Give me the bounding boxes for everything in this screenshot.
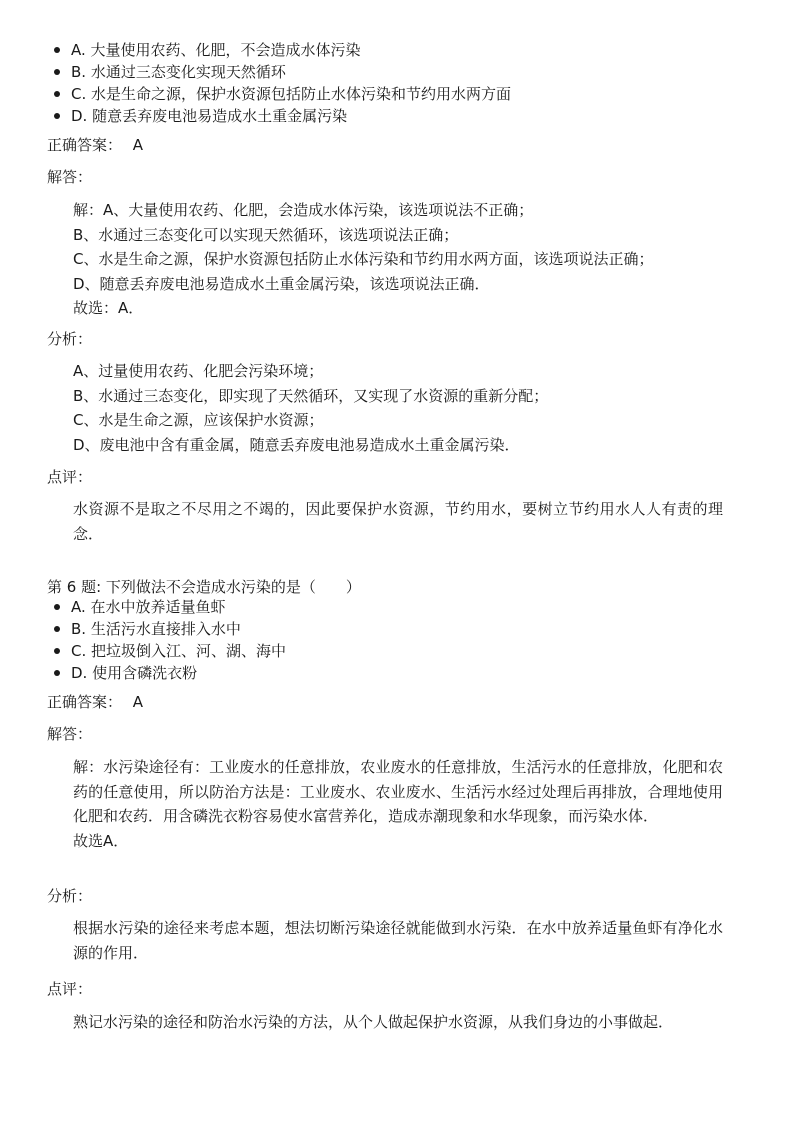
q5-option-b: B. 水通过三态变化实现天然循环 [71,61,771,83]
q5-solution-line: C、水是生命之源，保护水资源包括防止水体污染和节约用水两方面，该选项说法正确； [73,250,654,268]
q6-option-a: A. 在水中放养适量鱼虾 [71,596,771,618]
q5-solution-line: 故选：A． [73,299,144,317]
q5-analysis-line: C、水是生命之源，应该保护水资源； [73,411,324,429]
q5-comment-text: 水资源不是取之不尽用之不竭的，因此要保护水资源，节约用水，要树立节约用水人人有责的理念． [73,500,723,543]
q5-analysis-line: D、废电池中含有重金属，随意丢弃废电池易造成水土重金属污染． [73,435,520,454]
q6-solution-label: 解答： [47,725,93,743]
q5-analysis-line: A、过量使用农药、化肥会污染环境； [73,362,324,380]
q5-options-list [47,39,771,127]
q6-analysis-text: 根据水污染的途径来考虑本题，想法切断污染途径就能做到水污染．在水中放养适量鱼虾有净化水源的作用． [73,919,723,962]
q6-comment-label: 点评： [47,980,93,998]
q5-option-a: A. 大量使用农药、化肥，不会造成水体污染 [71,39,771,61]
q5-analysis-label: 分析： [47,330,93,348]
q6-solution-text: 解：水污染途径有：工业废水的任意排放，农业废水的任意排放，生活污水的任意排放，化肥和农药的任意使用，所以防治方法是：工业废水、农业废水、生活污水经过处理后再排放，合理地使用化肥和农药．用含磷洗衣粉容易使水富营养化，造成赤潮现象和水华现象，而污染水体． [73,758,723,825]
q6-solution-end: 故选A． [73,831,129,850]
q6-option-d: D. 使用含磷洗衣粉 [71,662,771,684]
q5-analysis-line: B、水通过三态变化，即实现了天然循环，又实现了水资源的重新分配； [73,386,549,405]
q5-comment [73,497,723,546]
q6-comment [73,1010,723,1035]
q5-answer [47,133,747,157]
q6-answer-label: 正确答案： [47,693,123,711]
q5-solution-line: 解：A、大量使用农药、化肥，会造成水体污染，该选项说法不正确； [73,201,534,219]
q6-title: 第 6 题: 下列做法不会造成水污染的是（ ） [47,578,361,596]
q5-solution-line: D、随意丢弃废电池易造成水土重金属污染，该选项说法正确． [73,274,490,293]
q6-options-list [47,596,771,684]
q6-solution [73,755,723,853]
q5-solution-label: 解答： [47,168,93,186]
q5-option-c: C. 水是生命之源，保护水资源包括防止水体污染和节约用水两方面 [71,83,771,105]
q6-answer-value: A [132,693,144,711]
q5-answer-value: A [132,136,144,154]
q6-analysis-label: 分析： [47,887,93,905]
q5-analysis [73,359,723,457]
q5-option-d: D. 随意丢弃废电池易造成水土重金属污染 [71,105,771,127]
q6-option-b: B. 生活污水直接排入水中 [71,618,771,640]
q6-answer [47,690,747,714]
q6-option-c: C. 把垃圾倒入江、河、湖、海中 [71,640,771,662]
q5-answer-label: 正确答案： [47,136,123,154]
q5-comment-label: 点评： [47,468,93,486]
q6-comment-text: 熟记水污染的途径和防治水污染的方法，从个人做起保护水资源，从我们身边的小事做起． [73,1013,674,1031]
q5-solution-line: B、水通过三态变化可以实现天然循环，该选项说法正确； [73,225,459,244]
q6-analysis [73,916,723,965]
q5-solution [73,198,723,321]
